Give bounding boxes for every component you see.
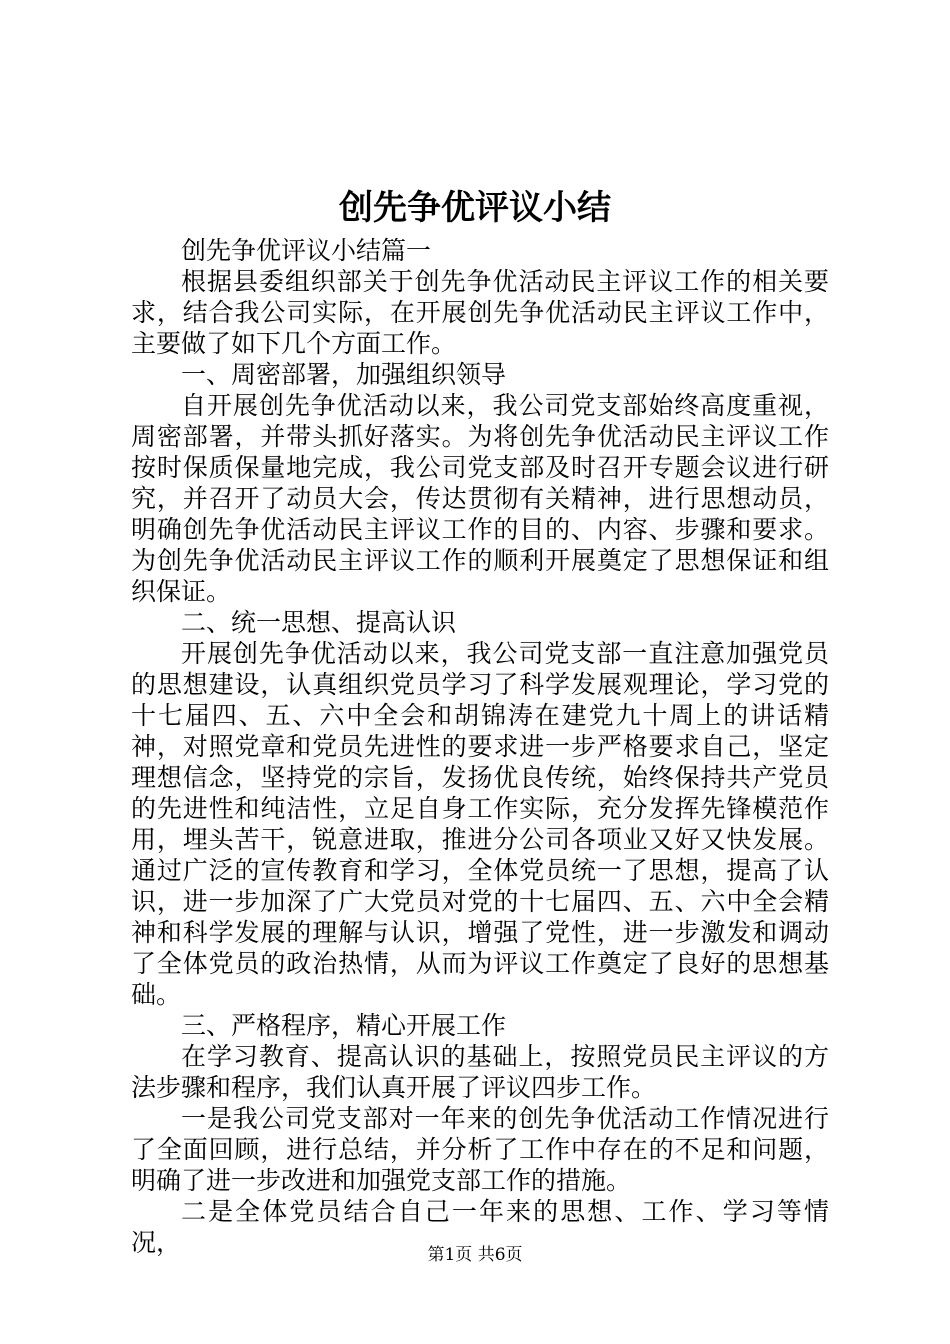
document-body bbox=[131, 235, 829, 1258]
paragraph: 在学习教育、提高认识的基础上，按照党员民主评议的方法步骤和程序，我们认真开展了评议四步工作。 bbox=[131, 1042, 829, 1102]
paragraph: 开展创先争优活动以来，我公司党支部一直注意加强党员的思想建设，认真组织党员学习了科学发展观理论，学习党的十七届四、五、六中全会和胡锦涛在建党九十周上的讲话精神，对照党章和党员先进性的要求进一步严格要求自己，坚定理想信念，坚持党的宗旨，发扬优良传统，始终保持共产党员的先进性和纯洁性，立足自身工作实际，充分发挥先锋模范作用，埋头苦干，锐意进取，推进分公司各项业又好又快发展。通过广泛的宣传教育和学习，全体党员统一了思想，提高了认识，进一步加深了广大党员对党的十七届四、五、六中全会精神和科学发展的理解与认识，增强了党性，进一步激发和调动了全体党员的政治热情，从而为评议工作奠定了良好的思想基础。 bbox=[131, 639, 829, 1009]
section-heading: 创先争优评议小结篇一 bbox=[181, 236, 432, 265]
section-heading: 三、严格程序，精心开展工作 bbox=[181, 1011, 507, 1040]
section-heading: 二、统一思想、提高认识 bbox=[181, 608, 457, 637]
paragraph: 一是我公司党支部对一年来的创先争优活动工作情况进行了全面回顾，进行总结，并分析了工作中存在的不足和问题，明确了进一步改进和加强党支部工作的措施。 bbox=[131, 1104, 829, 1195]
page-number: 第1页 共6页 bbox=[427, 1245, 523, 1265]
paragraph: 自开展创先争优活动以来，我公司党支部始终高度重视，周密部署，并带头抓好落实。为将创先争优活动民主评议工作按时保质保量地完成，我公司党支部及时召开专题会议进行研究，并召开了动员大会，传达贯彻有关精神，进行思想动员，明确创先争优活动民主评议工作的目的、内容、步骤和要求。为创先争优活动民主评议工作的顺利开展奠定了思想保证和组织保证。 bbox=[131, 391, 829, 606]
section-heading: 一、周密部署，加强组织领导 bbox=[181, 360, 507, 389]
document-title: 创先争优评议小结 bbox=[339, 188, 611, 228]
paragraph: 二是全体党员结合自己一年来的思想、工作、学习等情况， bbox=[131, 1197, 829, 1257]
paragraph: 根据县委组织部关于创先争优活动民主评议工作的相关要求，结合我公司实际，在开展创先争优活动民主评议工作中，主要做了如下几个方面工作。 bbox=[131, 267, 829, 358]
